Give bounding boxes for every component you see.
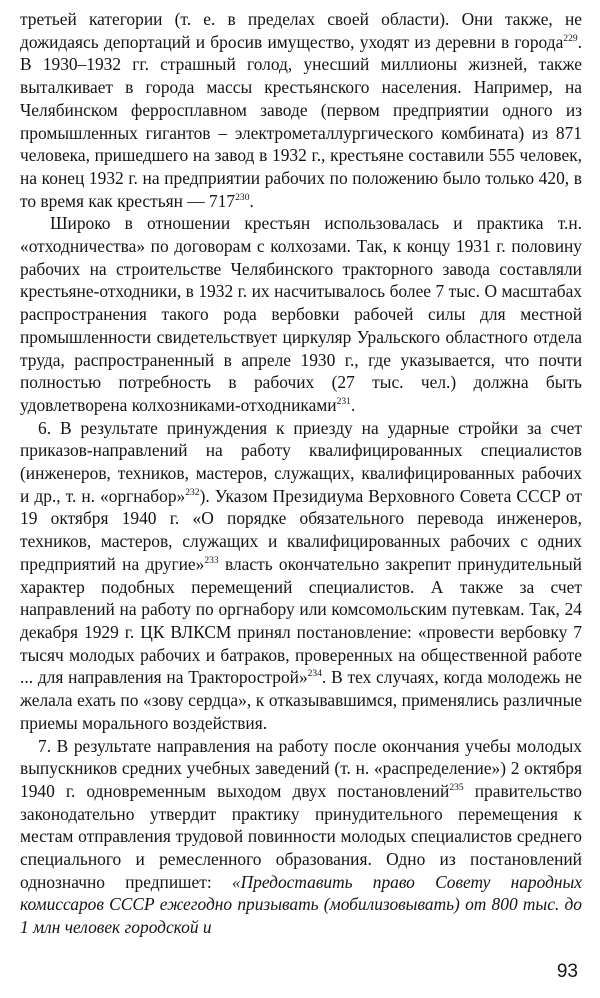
paragraph-text: власть окончательно закрепит принудительный характер подобных перемещений специалистов. А также за счет направлений на работу по оргнабору или комсомольским путевкам. Так, 24 декабря 1929 г. ЦК ВЛКСМ принял постановление: «провести вербовку 7 тысяч молодых рабочих и батраков, проверенных на общественной работе ... для направления на Тракторострой» [20,553,582,688]
paragraph-text: Широко в отношении крестьян использовалась и практика т.н. «отходничества» по договорам с колхозами. Так, к концу 1931 г. половину рабочих на строительстве Челябинского тракторного завода составляли крестьяне-отходники, в 1932 г. их насчитывалось более 7 тыс. О масштабах распространения такого рода вербовки рабочей силы для местной промышленности свидетельствует циркуляр Уральского областного отдела труда, распространенный в апреле 1930 г., где указывается, что почти полностью потребность в рабочих (27 тыс. чел.) должна быть удовлетворена колхозниками-отходниками [20,213,582,415]
footnote-ref-235[interactable]: 235 [449,782,464,794]
page-number: 93 [556,961,578,982]
paragraph-text: правительство законодательно утвердит практику принудительного перемещения к местам отправления трудовой повинности молодых специалистов среднего специального и ремесленного образования. Одно из постановлений однозначно предпишет: [20,780,582,892]
paragraph-text: . В тех случаях, когда молодежь не желала ехать по «зову сердца», к отказывавшимся, применялись различные приемы морального воздействия. [20,667,582,733]
footnote-ref-232[interactable]: 232 [185,486,200,498]
footnote-ref-234[interactable]: 234 [307,668,322,680]
footnote-ref-233[interactable]: 233 [204,555,219,567]
paragraph-2 [20,212,582,416]
paragraph-text: ). Указом Президиума Верховного Совета СССР от 19 октября 1940 г. «О порядке обязательного перевода инженеров, техников, мастеров, служащих и квалифицированных рабочих с одних предприятий на другие» [20,485,582,574]
paragraph-text: . В 1930–1932 гг. страшный голод, унесший миллионы жизней, также выталкивает в города массы крестьянского населения. Например, на Челябинском ферросплавном заводе (первом предприятии одного из промышленных гигантов – электрометаллургического комбината) из 871 человека, пришедшего на завод в 1932 г., крестьяне составили 555 человек, на конец 1932 г. на предприятии рабочих по положению было только 420, в то время как крестьян — 717 [20,31,582,211]
document-page [20,8,582,939]
paragraph-text: третьей категории (т. е. в пределах своей области). Они также, не дожидаясь депортаций и бросив имущество, уходят из деревни в города [20,9,582,52]
quoted-decree-text: «Предоставить право Совету народных комиссаров СССР ежегодно призывать (мобилизовывать) от 800 тыс. до 1 млн человек городской и [20,871,582,938]
footnote-ref-230[interactable]: 230 [235,191,250,203]
paragraph-text: . [249,190,254,211]
paragraph-4 [20,735,582,939]
footnote-ref-231[interactable]: 231 [336,396,351,408]
footnote-ref-229[interactable]: 229 [563,32,578,44]
paragraph-text: 6. В результате принуждения к приезду на ударные стройки за счет приказов-направлений на работу квалифицированных специалистов (инженеров, техников, мастеров, служащих, квалифицированных рабочих и др., т. н. «оргнабор» [20,417,582,506]
paragraph-text: 7. В результате направления на работу после окончания учебы молодых выпускников средних учебных заведений (т. н. «распределение») 2 октября 1940 г. одновременным выходом двух постановлений [20,735,582,801]
paragraph-1 [20,8,582,212]
paragraph-3 [20,417,582,735]
paragraph-text: . [350,394,356,415]
